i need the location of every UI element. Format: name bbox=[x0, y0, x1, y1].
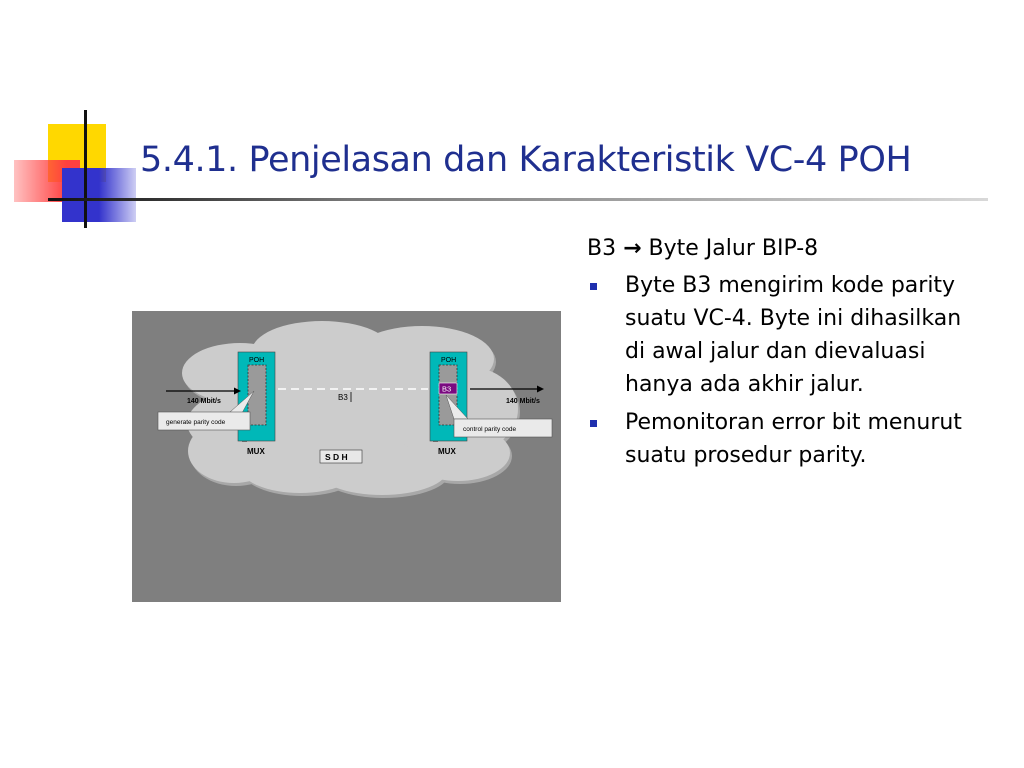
lead-prefix: B3 bbox=[587, 236, 617, 261]
title-underline bbox=[48, 198, 988, 201]
left-mux-label: MUX bbox=[247, 447, 265, 456]
right-poh-label: POH bbox=[441, 357, 457, 364]
right-mux-label: MUX bbox=[438, 447, 456, 456]
bullet-item bbox=[587, 269, 987, 401]
sdh-diagram bbox=[132, 311, 561, 602]
control-parity-label: control parity code bbox=[463, 426, 517, 433]
sdh-label: S D H bbox=[325, 452, 348, 462]
slide-content bbox=[587, 232, 987, 477]
bullet-text: Byte B3 mengirim kode parity suatu VC-4. Byte ini dihasilkan di awal jalur dan dievaluasi hanya ada akhir jalur. bbox=[625, 273, 962, 397]
b3-highlight-label: B3 bbox=[442, 384, 452, 394]
slide-title: 5.4.1. Penjelasan dan Karakteristik VC-4 POH bbox=[140, 140, 912, 180]
square-bullet-icon bbox=[590, 420, 597, 427]
b3-path-label: B3 bbox=[338, 393, 348, 402]
decor-vertical-line bbox=[84, 110, 87, 228]
bullet-text: Pemonitoran error bit menurut suatu prosedur parity. bbox=[625, 410, 962, 468]
decor-blue-square bbox=[62, 168, 136, 222]
bullet-list bbox=[587, 269, 987, 472]
generate-parity-label: generate parity code bbox=[166, 419, 226, 426]
bullet-item bbox=[587, 406, 987, 472]
lead-line bbox=[587, 232, 987, 265]
square-bullet-icon bbox=[590, 283, 597, 290]
output-rate-label: 140 Mbit/s bbox=[506, 398, 540, 405]
lead-suffix: Byte Jalur BIP-8 bbox=[648, 236, 819, 261]
arrow-right-icon: → bbox=[623, 236, 642, 261]
left-poh-label: POH bbox=[249, 357, 265, 364]
input-rate-label: 140 Mbit/s bbox=[187, 398, 221, 405]
